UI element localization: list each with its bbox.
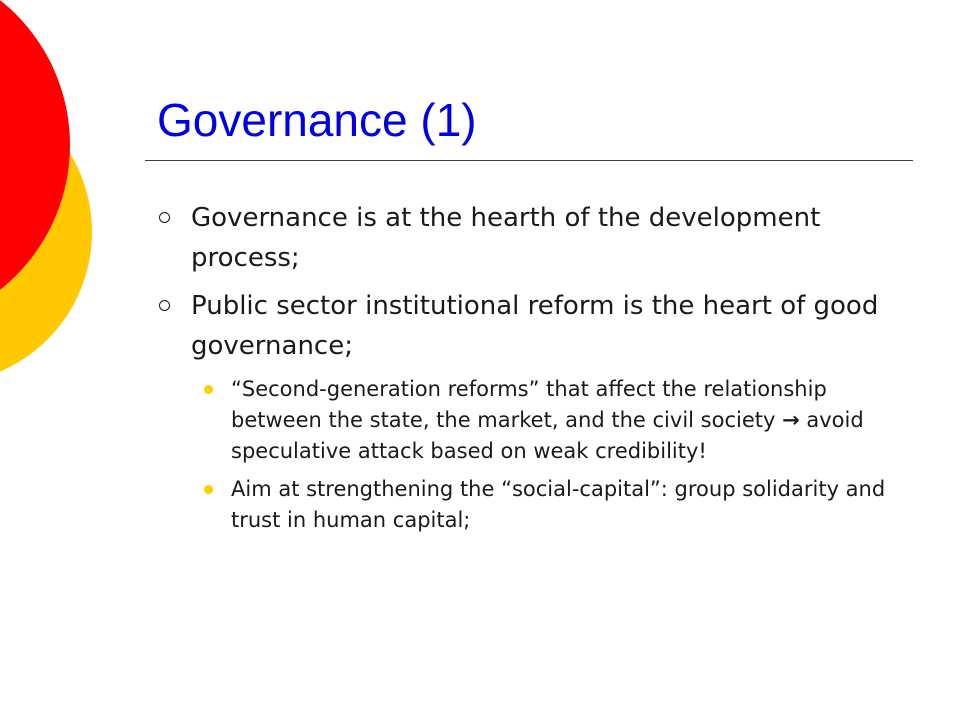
sub-bullet-item: [203, 474, 917, 536]
bullet-text: Public sector institutional reform is the heart of good governance;: [191, 291, 879, 361]
right-arrow-icon: →: [782, 408, 800, 432]
bullet-text: Governance is at the hearth of the development process;: [191, 203, 821, 273]
yellow-dot-bullet-icon: [204, 385, 213, 394]
bullet-list: [157, 198, 917, 543]
sub-bullet-list: [157, 374, 917, 536]
title-divider: [145, 160, 913, 161]
slide-title: Governance (1): [157, 94, 477, 146]
bullet-item: [157, 198, 917, 278]
sub-bullet-text: Aim at strengthening the “social-capital”: group solidarity and trust in human capital;: [231, 477, 886, 532]
hollow-circle-bullet-icon: [159, 300, 170, 311]
sub-bullet-text-after: avoid speculative attack based on weak credibility!: [231, 408, 864, 463]
bullet-item: [157, 286, 917, 366]
yellow-dot-bullet-icon: [204, 485, 213, 494]
hollow-circle-bullet-icon: [159, 212, 170, 223]
sub-bullet-item: [203, 374, 917, 467]
sub-bullet-text-before: “Second-generation reforms” that affect the relationship between the state, the market, and the civil society: [231, 377, 827, 432]
red-circle: [0, 0, 70, 330]
yellow-circle: [0, 80, 92, 384]
